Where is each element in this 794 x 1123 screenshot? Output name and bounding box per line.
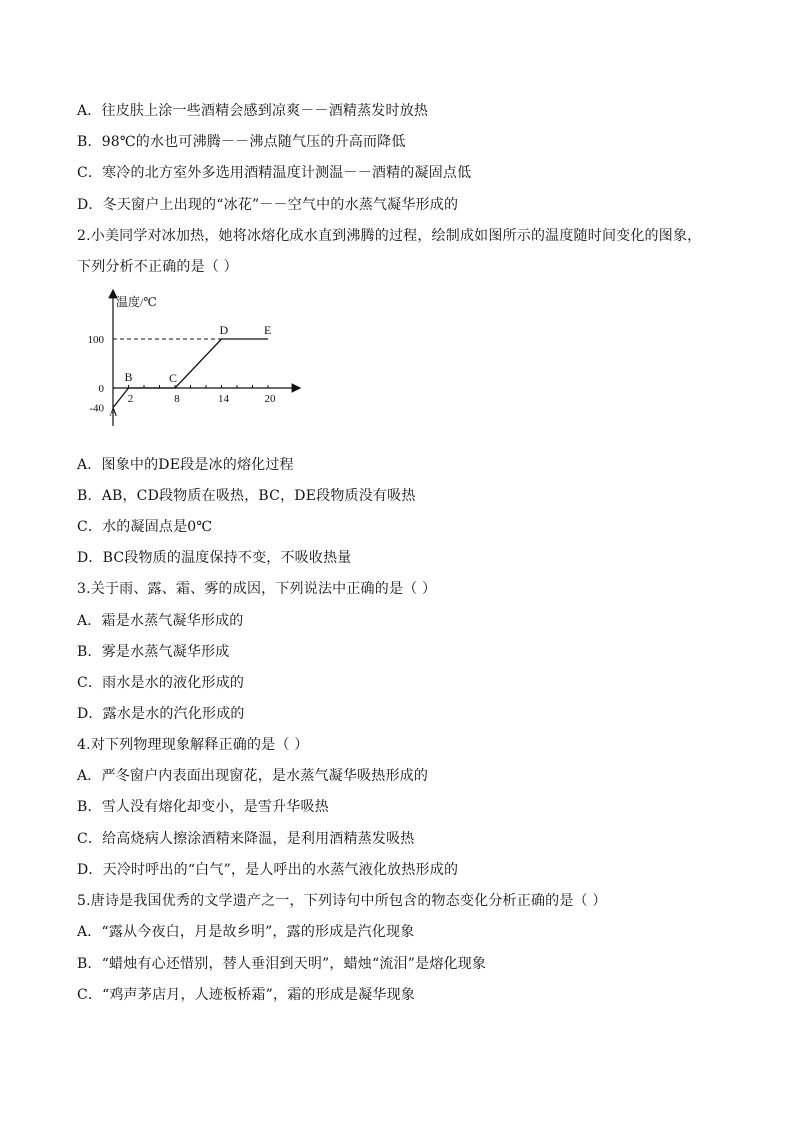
q1-option-b: B．98℃的水也可沸腾－－沸点随气压的升高而降低: [77, 134, 406, 150]
q3-option-d: D．露水是水的汽化形成的: [77, 706, 245, 722]
q2-option-b: B．AB，CD段物质在吸热，BC，DE段物质没有吸热: [77, 488, 416, 504]
q5-option-b: B．“蜡烛有心还惜别，替人垂泪到天明”，蜡烛“流泪”是熔化现象: [77, 956, 487, 972]
q2-option-c: C．水的凝固点是0℃: [77, 519, 213, 535]
q4-option-b: B．雪人没有熔化却变小，是雪升华吸热: [77, 799, 329, 815]
q1-option-d: D．冬天窗户上出现的“冰花”－－空气中的水蒸气凝华形成的: [77, 197, 459, 213]
q2-option-a: A．图象中的DE段是冰的熔化过程: [77, 457, 294, 473]
temperature-time-graph: [80, 284, 310, 434]
point-label-B: B: [124, 370, 133, 384]
q2-stem-line1: 2.小美同学对冰加热，她将冰熔化成水直到沸腾的过程，绘制成如图所示的温度随时间变化的图象，: [77, 228, 702, 244]
q2-stem-line2: 下列分析不正确的是（ ）: [77, 259, 238, 275]
q2-option-d: D．BC段物质的温度保持不变，不吸收热量: [77, 550, 352, 566]
q3-option-b: B．雾是水蒸气凝华形成: [77, 644, 230, 660]
q4-option-d: D．天冷时呼出的“白气”，是人呼出的水蒸气液化放热形成的: [77, 862, 459, 878]
q4-option-a: A．严冬窗户内表面出现窗花，是水蒸气凝华吸热形成的: [77, 768, 429, 784]
y-tick-label--40: -40: [89, 402, 104, 415]
y-tick-label-0: 0: [98, 383, 104, 395]
q3-option-c: C．雨水是水的液化形成的: [77, 675, 245, 691]
series-line: [113, 339, 268, 408]
x-tick-label-2: 2: [127, 393, 134, 405]
q5-stem: 5.唐诗是我国优秀的文学遗产之一，下列诗句中所包含的物态变化分析正确的是（ ）: [77, 893, 607, 909]
q1-option-a: A．往皮肤上涂一些酒精会感到凉爽－－酒精蒸发时放热: [77, 103, 429, 119]
y-tick-label-100: 100: [87, 334, 104, 346]
point-label-D: D: [219, 323, 229, 337]
y-axis-label: 温度/℃: [116, 295, 157, 309]
point-label-C: C: [169, 371, 178, 385]
x-tick-label-8: 8: [174, 393, 180, 405]
point-label-E: E: [264, 323, 272, 337]
q5-option-a: A．“露从今夜白，月是故乡明”，露的形成是汽化现象: [77, 924, 415, 940]
point-label-A: A: [109, 404, 118, 419]
q5-option-c: C．“鸡声茅店月，人迹板桥霜”，霜的形成是凝华现象: [77, 987, 416, 1003]
q1-option-c: C．寒冷的北方室外多选用酒精温度计测温－－酒精的凝固点低: [77, 165, 472, 181]
x-tick-label-14: 14: [218, 393, 229, 405]
q3-option-a: A．霜是水蒸气凝华形成的: [77, 613, 244, 629]
q3-stem: 3.关于雨、露、霜、雾的成因，下列说法中正确的是（ ）: [77, 581, 437, 597]
q4-stem: 4.对下列物理现象解释正确的是（ ）: [77, 737, 309, 753]
q4-option-c: C．给高烧病人擦涂酒精来降温，是利用酒精蒸发吸热: [77, 831, 415, 847]
x-tick-label-20: 20: [264, 393, 276, 405]
